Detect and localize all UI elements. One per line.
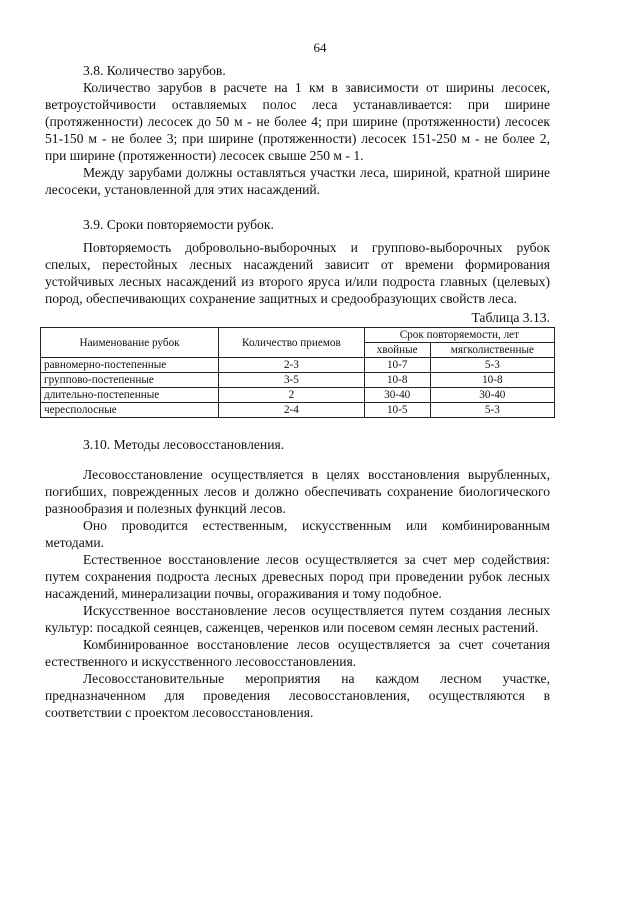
cell-softwood: 5-3 bbox=[430, 358, 554, 373]
column-header-coniferous: хвойные bbox=[364, 343, 430, 358]
cell-coniferous: 10-5 bbox=[364, 403, 430, 418]
paragraph: Комбинированное восстановление лесов осуществляется за счет сочетания естественного и искусственного лесовосстановления. bbox=[45, 637, 550, 669]
cell-count: 3-5 bbox=[219, 373, 365, 388]
cell-count: 2-4 bbox=[219, 403, 365, 418]
cell-coniferous: 10-8 bbox=[364, 373, 430, 388]
cell-name: равномерно-постепенные bbox=[41, 358, 219, 373]
paragraph: Оно проводится естественным, искусственным или комбинированным методами. bbox=[45, 518, 550, 550]
cell-softwood: 30-40 bbox=[430, 388, 554, 403]
column-header-count: Количество приемов bbox=[219, 328, 365, 358]
table-row bbox=[41, 373, 555, 388]
paragraph: Повторяемость добровольно-выборочных и группово-выборочных рубок спелых, перестойных лесных насаждений зависит от времени формирования устойчивых лесных насаждений из второго яруса и/или подроста главных (целевых) пород, обеспечивающих сохранение защитных и средообразующих свойств леса. bbox=[45, 240, 550, 306]
paragraph: Естественное восстановление лесов осуществляется за счет мер содействия: путем сохранения подроста лесных древесных пород при проведении рубок лесных насаждений, минерализации почвы, огораживания и тому подобное. bbox=[45, 552, 550, 601]
cell-softwood: 5-3 bbox=[430, 403, 554, 418]
table-row bbox=[41, 403, 555, 418]
table-row bbox=[41, 388, 555, 403]
cell-count: 2 bbox=[219, 388, 365, 403]
paragraph: Количество зарубов в расчете на 1 км в зависимости от ширины лесосек, ветроустойчивости оставляемых полос леса устанавливается: при ширине (протяженности) лесосек до 50 м - не более 4; при ширине (протяженности) лесосек 51-150 м - не более 3; при ширине (протяженности) лесосек 151-250 м - не более 2, при ширине (протяженности) лесосек свыше 250 м - 1. bbox=[45, 80, 550, 163]
paragraph: Лесовосстановление осуществляется в целях восстановления вырубленных, погибших, поврежденных лесов и должно обеспечивать сохранение биологического разнообразия и полезных функций лесов. bbox=[45, 467, 550, 516]
paragraph: Между зарубами должны оставляться участки леса, шириной, кратной ширине лесосеки, установленной для этих насаждений. bbox=[45, 165, 550, 197]
cell-name: группово-постепенные bbox=[41, 373, 219, 388]
table-caption: Таблица 3.13. bbox=[471, 310, 550, 325]
page-content bbox=[45, 62, 550, 721]
repeat-period-table bbox=[40, 327, 555, 418]
cell-name: чересполосные bbox=[41, 403, 219, 418]
column-header-period: Срок повторяемости, лет bbox=[364, 328, 554, 343]
cell-coniferous: 30-40 bbox=[364, 388, 430, 403]
section-heading-3-9: 3.9. Сроки повторяемости рубок. bbox=[83, 217, 274, 232]
column-header-softwood: мягколиственные bbox=[430, 343, 554, 358]
cell-count: 2-3 bbox=[219, 358, 365, 373]
paragraph: Лесовосстановительные мероприятия на каждом лесном участке, предназначенном для проведения лесовосстановления, осуществляются в соответствии с проектом лесовосстановления. bbox=[45, 671, 550, 720]
table-row bbox=[41, 358, 555, 373]
paragraph: Искусственное восстановление лесов осуществляется путем создания лесных культур: посадкой сеянцев, саженцев, черенков или посевом семян лесных растений. bbox=[45, 603, 550, 635]
cell-coniferous: 10-7 bbox=[364, 358, 430, 373]
cell-name: длительно-постепенные bbox=[41, 388, 219, 403]
page-number: 64 bbox=[313, 40, 327, 55]
cell-softwood: 10-8 bbox=[430, 373, 554, 388]
column-header-name: Наименование рубок bbox=[41, 328, 219, 358]
section-heading-3-8: 3.8. Количество зарубов. bbox=[83, 63, 226, 78]
section-heading-3-10: 3.10. Методы лесовосстановления. bbox=[83, 437, 285, 452]
